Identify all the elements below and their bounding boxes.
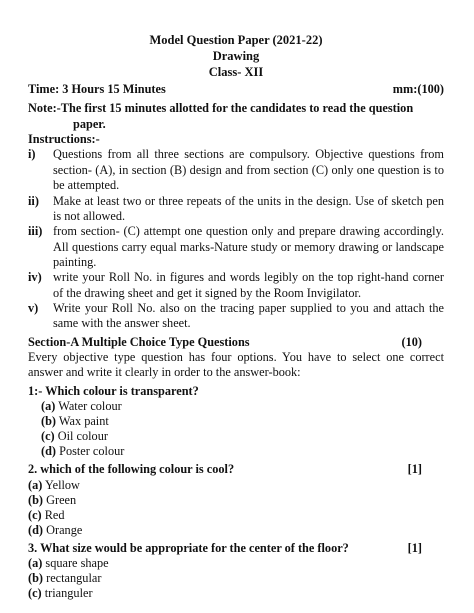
option-text: Orange [46, 522, 83, 537]
instruction-text: Write your Roll No. also on the tracing paper supplied to you and attach the same with the answer sheet. [53, 301, 444, 331]
question-marks: [1] [407, 462, 422, 477]
option-text: Green [46, 492, 77, 507]
question-text: 2. which of the following colour is cool? [28, 462, 235, 477]
question-text: 3. What size would be appropriate for the center of the floor? [28, 540, 349, 555]
instruction-number: ii) [28, 193, 39, 208]
option-item [28, 444, 444, 459]
option-list [28, 478, 444, 538]
option-list [28, 556, 444, 601]
option-key: (b) [28, 492, 44, 507]
question-row [28, 541, 444, 556]
section-a-marks: (10) [401, 334, 422, 349]
option-text: trianguler [44, 585, 93, 600]
question-row [28, 384, 444, 399]
subject-title: Drawing [212, 49, 260, 63]
option-key: (d) [41, 444, 57, 459]
option-text: Red [44, 507, 65, 522]
option-text: Wax paint [58, 414, 109, 429]
instruction-number: iii) [28, 224, 43, 239]
paper-header [28, 0, 444, 80]
question-text: 1:- Which colour is transparent? [28, 383, 199, 398]
instruction-number: v) [28, 301, 39, 316]
option-key: (b) [28, 570, 44, 585]
option-item [28, 399, 444, 414]
time-marks-row [28, 82, 444, 97]
instruction-text: from section- (C) attempt one question only and prepare drawing accordingly. All questions carry equal marks-Nature study or memory drawing or landscape painting. [53, 224, 444, 269]
option-key: (a) [28, 555, 43, 570]
option-item [28, 478, 444, 493]
instruction-item [28, 194, 444, 225]
instructions-heading: Instructions:- [28, 132, 100, 147]
option-key: (c) [41, 429, 55, 444]
section-a-heading-row [28, 335, 444, 350]
option-item [28, 586, 444, 601]
option-key: (a) [41, 399, 56, 414]
option-key: (b) [41, 414, 57, 429]
section-a-intro: Every objective type question has four options. You have to select one correct answer and write it clearly in order to the answer-book: [28, 350, 444, 380]
max-marks: mm:(100) [392, 82, 444, 96]
reading-time-note [28, 101, 444, 132]
option-text: Yellow [44, 477, 80, 492]
option-text: Oil colour [57, 429, 108, 444]
option-item [28, 523, 444, 538]
option-item [28, 571, 444, 586]
section-a-title: Section-A Multiple Choice Type Questions [28, 334, 250, 349]
option-list [28, 399, 444, 459]
note-line-2: paper. [73, 116, 106, 131]
option-item [28, 493, 444, 508]
time-duration: Time: 3 Hours 15 Minutes [28, 82, 166, 96]
question-row [28, 462, 444, 477]
option-text: Water colour [58, 399, 122, 414]
option-text: rectangular [46, 570, 102, 585]
class-title: Class- XII [208, 65, 264, 79]
option-item [28, 508, 444, 523]
instruction-text: Make at least two or three repeats of the units in the design. Use of sketch pen is not allowed. [53, 193, 444, 223]
instruction-text: Questions from all three sections are compulsory. Objective questions from section- (A), in section (B) design and from section (C) only one question is to be attempted. [53, 147, 444, 193]
instruction-item [28, 301, 444, 332]
instruction-number: i) [28, 147, 36, 162]
question-marks [422, 384, 444, 399]
option-key: (d) [28, 522, 44, 537]
option-key: (c) [28, 585, 42, 600]
question-marks: [1] [407, 540, 422, 555]
note-line-1: Note:-The first 15 minutes allotted for the candidates to read the question [28, 101, 414, 116]
option-text: square shape [45, 555, 109, 570]
option-text: Poster colour [59, 444, 125, 459]
instruction-number: iv) [28, 270, 42, 285]
paper-title: Model Question Paper (2021-22) [149, 33, 323, 47]
instruction-item [28, 147, 444, 193]
option-item [28, 429, 444, 444]
instruction-item [28, 270, 444, 301]
instruction-text: write your Roll No. in figures and words legibly on the top right-hand corner of the drawing sheet and get it signed by the Room Invigilator. [53, 270, 444, 300]
option-item [28, 556, 444, 571]
option-key: (c) [28, 507, 42, 522]
instruction-item [28, 224, 444, 270]
option-key: (a) [28, 477, 43, 492]
option-item [28, 414, 444, 429]
